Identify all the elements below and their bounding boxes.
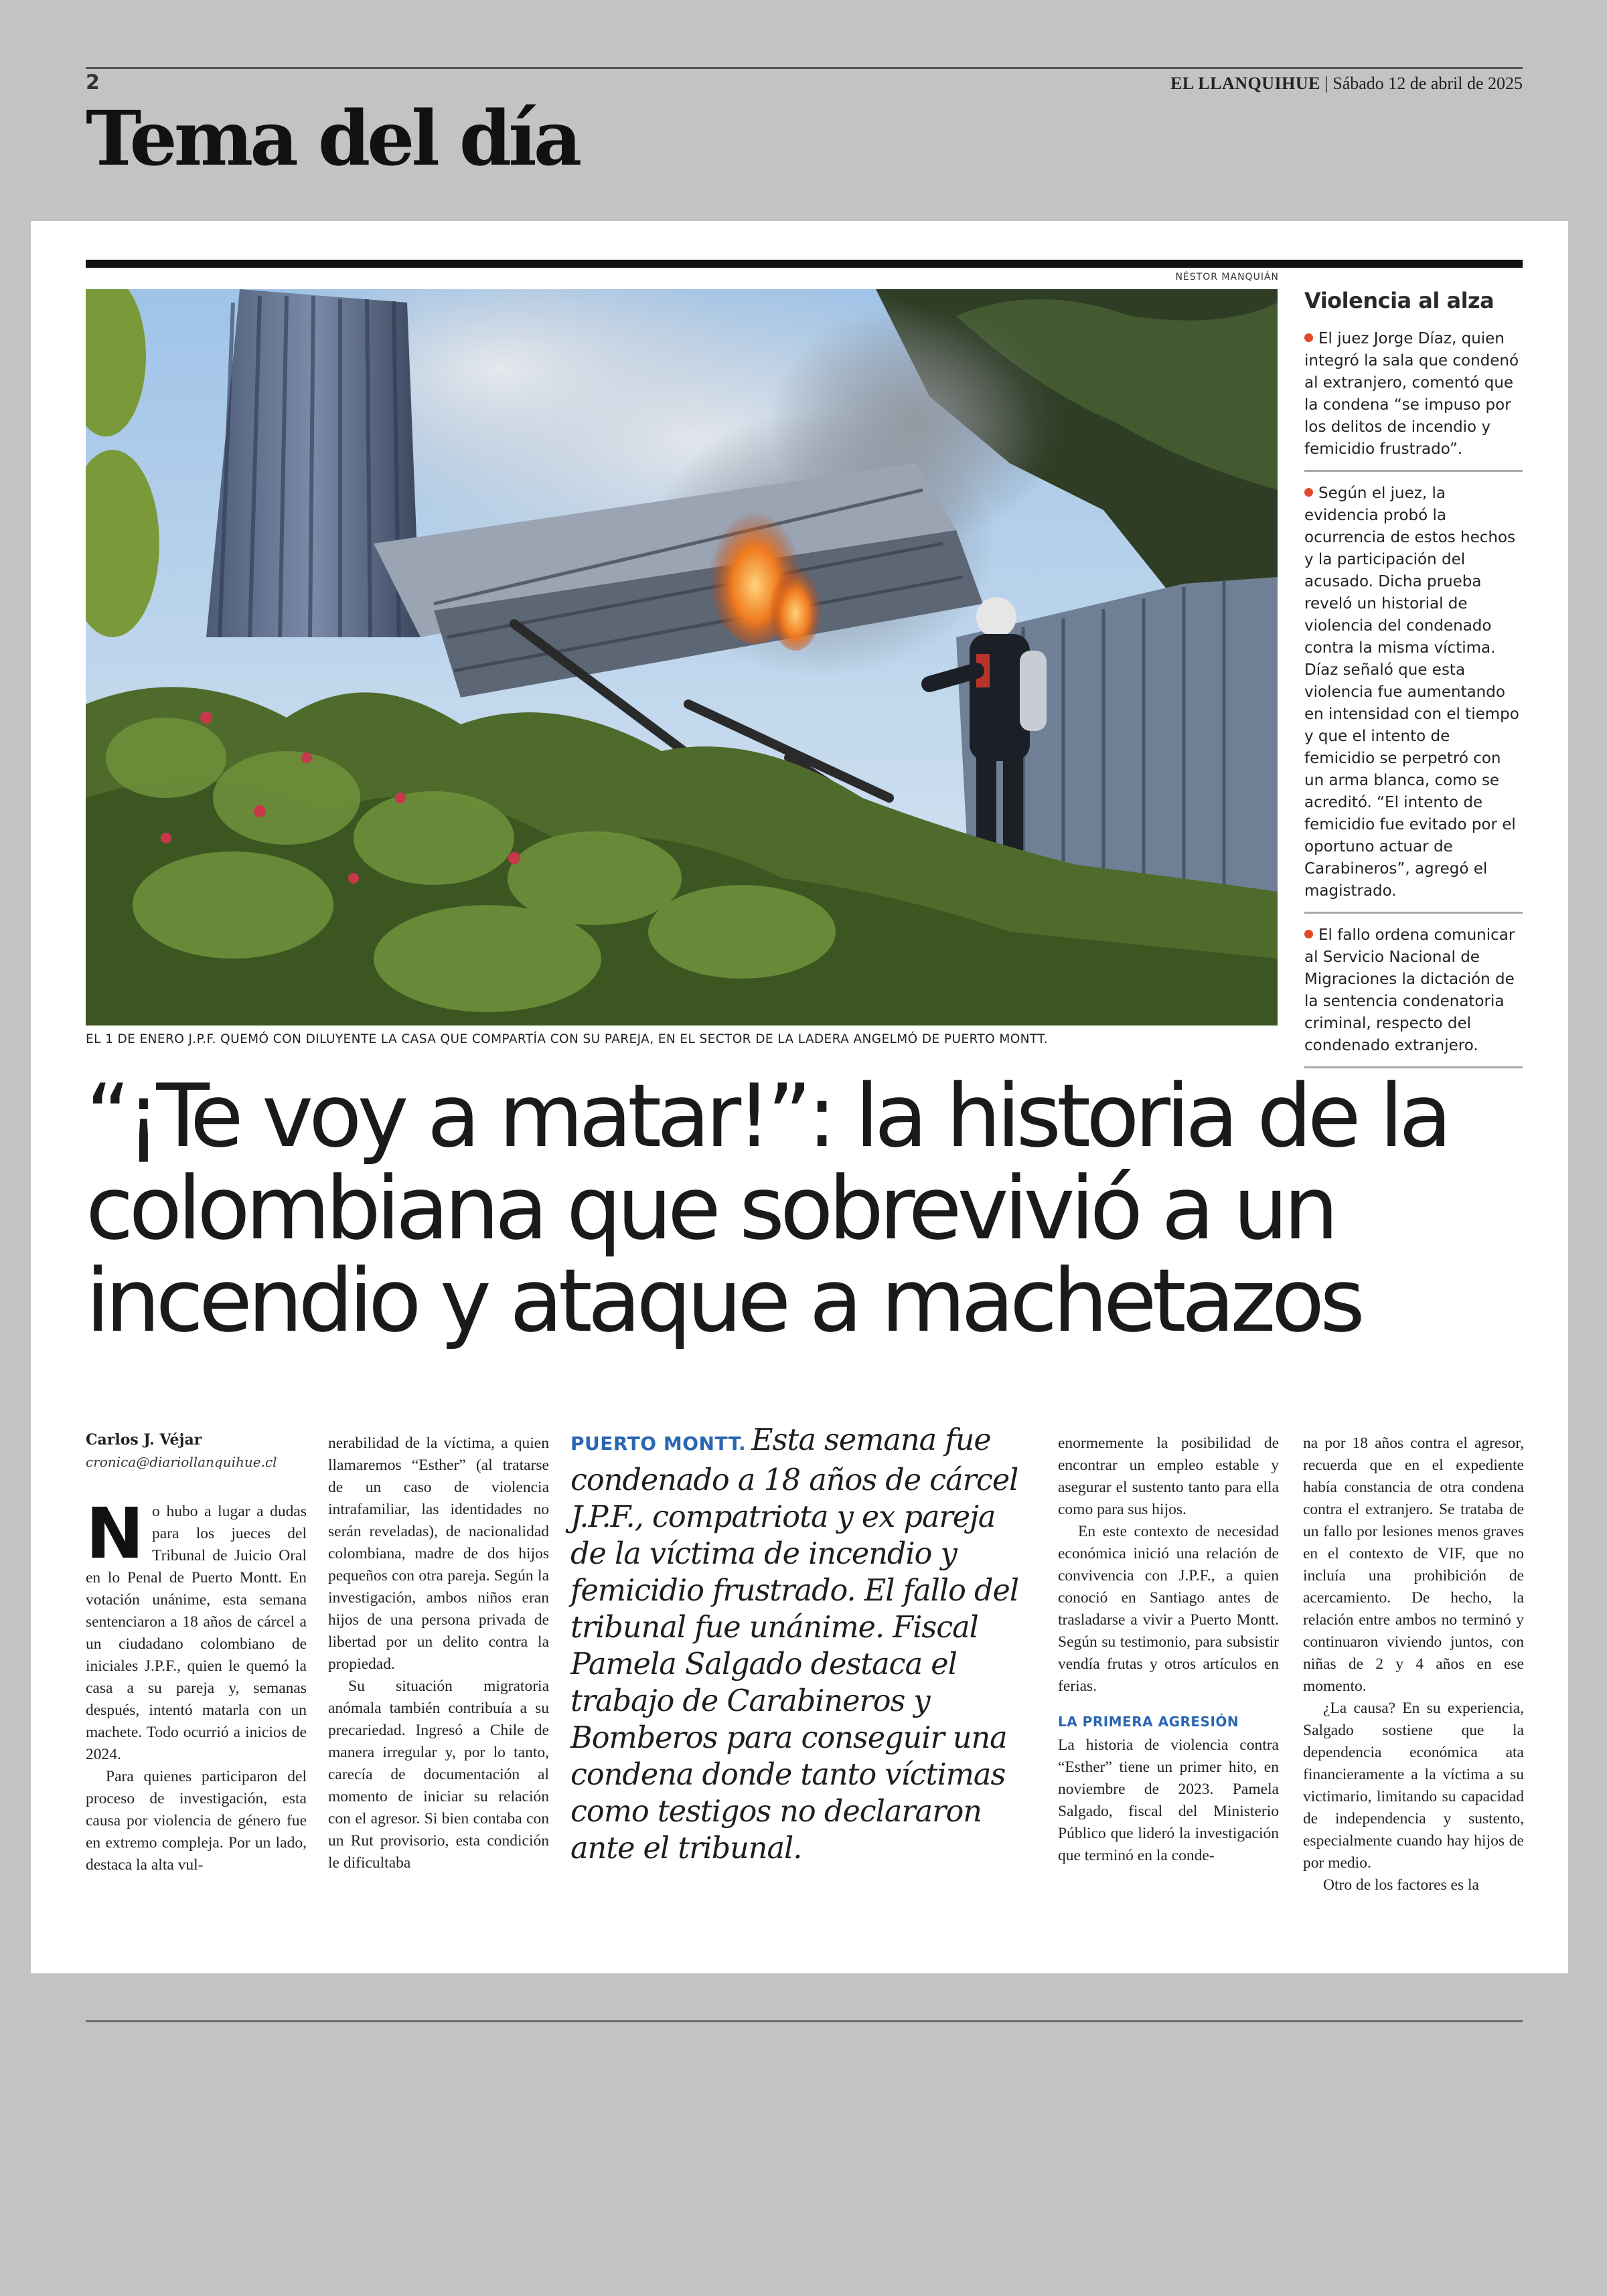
subhead-first-aggression: LA PRIMERA AGRESIÓN: [1058, 1714, 1239, 1730]
masthead: [1170, 74, 1523, 94]
sidebar-item: [1304, 328, 1523, 472]
bullet-dot-icon: [1304, 333, 1313, 342]
body-column-5: [1303, 1432, 1524, 1896]
body-column-4: [1058, 1432, 1279, 1867]
publication-name: EL LLANQUIHUE: [1170, 74, 1321, 93]
body-paragraph: En este contexto de necesidad económica inició una relación de convivencia con J.P.F., a quien conoció en Santiago antes de trasladarse a vivir a Puerto Montt. Según su testimonio, para subsistir vendía frutas y otros artículos en ferias.: [1058, 1523, 1279, 1695]
body-paragraph: nerabilidad de la víctima, a quien llamaremos “Esther” (al tratarse de un caso de violencia intrafamiliar, las identidades no serán reveladas), de nacionalidad colombiana, madre de dos hijos pequeños con otra pareja. Según la investigación, ambos niños eran hijos de una persona privada de libertad por un delito contra la propiedad.: [328, 1434, 549, 1673]
byline-email: cronica@diariollanquihue.cl: [86, 1454, 277, 1470]
body-paragraph: na por 18 años contra el agresor, recuerda que en el expediente había constancia de otra condena contra el extranjero. Se trataba de un fallo por lesiones menos graves en el contexto de VIF, que no incluía una prohibición de acercamiento. De hecho, la relación entre ambos no terminó y continuaron viviendo juntos, con niñas de 2 y 4 años en ese momento.: [1303, 1434, 1524, 1695]
issue-date: Sábado 12 de abril de 2025: [1332, 74, 1523, 93]
page-number: 2: [86, 71, 100, 94]
body-paragraph: enormemente la posibilidad de encontrar un empleo estable y asegurar el sustento tanto para ella como para sus hijos.: [1058, 1434, 1279, 1518]
top-rule: [86, 67, 1523, 69]
body-paragraph: ¿La causa? En su experiencia, Salgado sostiene que la dependencia económica ata financieramente a la víctima a su victimario, limitando su capacidad de independencia y sustento, especialmente cuando hay hijos de por medio.: [1303, 1700, 1524, 1872]
body-column-1: [86, 1493, 307, 1876]
body-paragraph: La historia de violencia contra “Esther” tiene un primer hito, en noviembre de 2023. Pamela Salgado, fiscal del Ministerio Público que lideró la investigación que terminó en la conde-: [1058, 1736, 1279, 1864]
sidebar-title: Violencia al alza: [1304, 288, 1495, 313]
fire-photo: [86, 289, 1278, 1026]
body-paragraph: o hubo a lugar a dudas para los jueces del Tribunal de Juicio Oral en lo Penal de Puerto Montt. En votación unánime, esta semana sentenciaron a 18 años de cárcel a un ciudadano colombiano de iniciales J.P.F., quien le quemó la casa a su pareja y, semanas después, intentó matarla con un machete. Todo ocurrió a inicios de 2024.: [86, 1503, 307, 1763]
page-top-rule: [86, 260, 1523, 268]
lead-dateline: PUERTO MONTT.: [570, 1432, 747, 1455]
section-title: Tema del día: [86, 95, 579, 183]
sidebar-item-text: El juez Jorge Díaz, quien integró la sala que condenó al extranjero, comentó que la condena “se impuso por los delitos de incendio y femicidio frustrado”.: [1304, 330, 1519, 458]
article-lead: [570, 1422, 1037, 1867]
sidebar-item-text: Según el juez, la evidencia probó la ocurrencia de estos hechos y la participación del acusado. Dicha prueba reveló un historial de violencia del condenado contra la misma víctima. Díaz señaló que esta violencia fue aumentando en intensidad con el tiempo y que el intento de femicidio se perpetró con un arma blanca, como se acreditó. “El intento de femicidio fue evitado por el oportuno actuar de Carabineros”, agregó el magistrado.: [1304, 485, 1519, 900]
body-paragraph: Su situación migratoria anómala también contribuía a su precariedad. Ingresó a Chile de manera irregular y, por lo tanto, carecía de documentación al momento de iniciar su relación con el agresor. Si bien contaba con un Rut provisorio, esta condición le dificultaba: [328, 1677, 549, 1872]
photo-caption: EL 1 DE ENERO J.P.F. QUEMÓ CON DILUYENTE LA CASA QUE COMPARTÍA CON SU PAREJA, EN EL SECTOR DE LA LADERA ANGELMÓ DE PUERTO MONTT.: [86, 1032, 1049, 1046]
byline-author: Carlos J. Véjar: [86, 1431, 202, 1449]
body-paragraph: Otro de los factores es la: [1323, 1876, 1479, 1894]
body-paragraph: Para quienes participaron del proceso de investigación, esta causa por violencia de género fue en extremo compleja. Por un lado, destaca la alta vul-: [86, 1768, 307, 1874]
sidebar-item-text: El fallo ordena comunicar al Servicio Nacional de Migraciones la dictación de la sentencia condenatoria criminal, respecto del condenado extranjero.: [1304, 926, 1515, 1054]
sidebar-item: [1304, 483, 1523, 914]
lead-text: Esta semana fue condenado a 18 años de cárcel J.P.F., compatriota y ex pareja de la víctima de incendio y femicidio frustrado. El fallo del tribunal fue unánime. Fiscal Pamela Salgado destaca el trabajo de Carabineros y Bomberos para conseguir una condena donde tanto víctimas como testigos no declararon ante el tribunal.: [570, 1423, 1019, 1866]
masthead-separator: |: [1320, 74, 1333, 93]
drop-cap: N: [86, 1493, 145, 1574]
bullet-dot-icon: [1304, 930, 1313, 938]
bullet-dot-icon: [1304, 488, 1313, 497]
sidebar-item: [1304, 924, 1523, 1068]
bottom-rule: [86, 2020, 1523, 2022]
photo-credit: NÉSTOR MANQUIÁN: [1175, 272, 1279, 282]
sidebar-box: [1304, 288, 1523, 1079]
article-headline: “¡Te voy a matar!”: la historia de la colombiana que sobrevivió a un incendio y ataque a machetazos: [86, 1065, 1448, 1351]
body-column-2: [328, 1432, 549, 1874]
